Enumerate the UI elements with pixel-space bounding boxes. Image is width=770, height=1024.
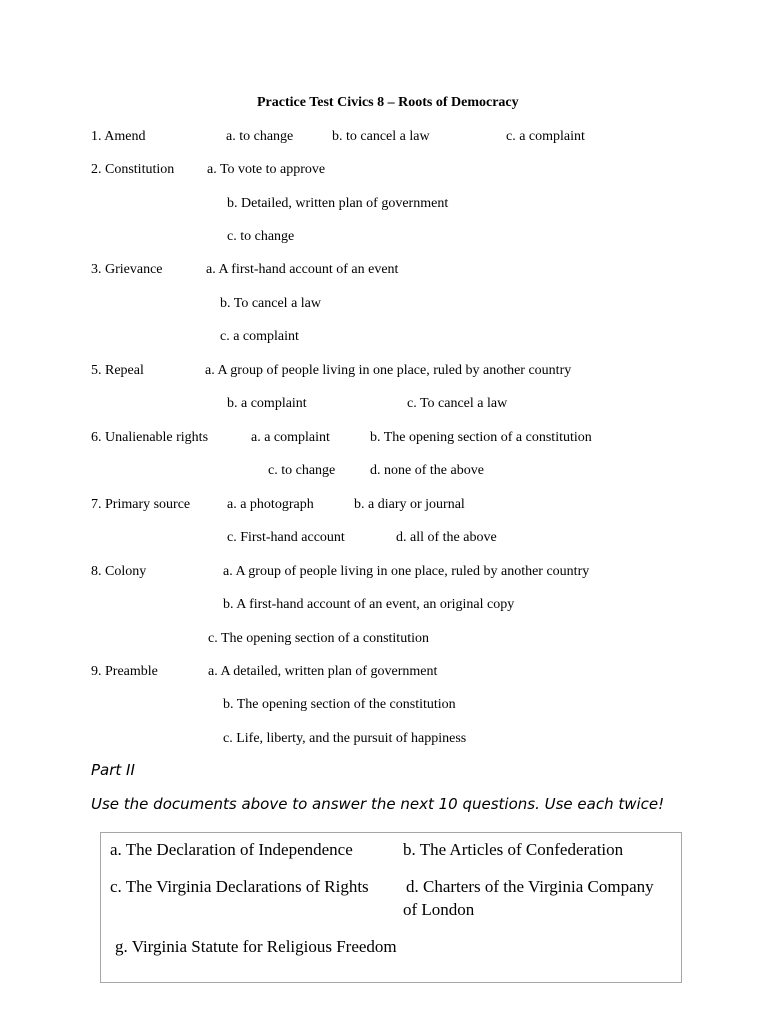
question-2-option-c: c. to change xyxy=(227,229,295,244)
question-2-option-b: b. Detailed, written plan of government xyxy=(227,196,449,211)
document-b: b. The Articles of Confederation xyxy=(403,840,624,859)
document-g: g. Virginia Statute for Religious Freedom xyxy=(115,937,397,956)
question-1-term: 1. Amend xyxy=(91,129,146,144)
document-d: d. Charters of the Virginia Company xyxy=(406,877,654,896)
question-3-option-b: b. To cancel a law xyxy=(220,296,321,311)
question-5-term: 5. Repeal xyxy=(91,363,144,378)
question-1-option-a: a. to change xyxy=(226,129,294,144)
question-6-option-a: a. a complaint xyxy=(251,430,330,445)
question-6-option-c: c. to change xyxy=(268,463,336,478)
question-2-term: 2. Constitution xyxy=(91,162,175,177)
question-9-term: 9. Preamble xyxy=(91,664,158,679)
question-8-option-b: b. A first-hand account of an event, an original copy xyxy=(223,597,515,612)
question-3-option-c: c. a complaint xyxy=(220,329,299,344)
question-1-option-b: b. to cancel a law xyxy=(332,129,430,144)
question-9-option-b: b. The opening section of the constitution xyxy=(223,697,456,712)
question-9-option-a: a. A detailed, written plan of government xyxy=(208,664,438,679)
question-6-term: 6. Unalienable rights xyxy=(91,430,209,445)
question-7-option-c: c. First-hand account xyxy=(227,530,345,545)
question-3-term: 3. Grievance xyxy=(91,262,163,277)
question-7-option-d: d. all of the above xyxy=(396,530,497,545)
part2-heading: Part II xyxy=(91,761,135,779)
document-d-continued: of London xyxy=(403,900,475,919)
part2-instructions: Use the documents above to answer the next 10 questions. Use each twice! xyxy=(91,795,665,813)
question-8-term: 8. Colony xyxy=(91,564,147,579)
question-7-term: 7. Primary source xyxy=(91,497,191,512)
question-7-option-b: b. a diary or journal xyxy=(354,497,465,512)
document-list-box xyxy=(100,832,682,983)
question-3-option-a: a. A first-hand account of an event xyxy=(206,262,399,277)
question-5-option-a: a. A group of people living in one place, ruled by another country xyxy=(205,363,572,378)
question-1-option-c: c. a complaint xyxy=(506,129,585,144)
page-title: Practice Test Civics 8 – Roots of Democracy xyxy=(257,95,519,110)
question-8-option-c: c. The opening section of a constitution xyxy=(208,631,429,646)
question-5-option-b: b. a complaint xyxy=(227,396,307,411)
question-2-option-a: a. To vote to approve xyxy=(207,162,326,177)
document-c: c. The Virginia Declarations of Rights xyxy=(110,877,369,896)
document-a: a. The Declaration of Independence xyxy=(110,840,353,859)
question-6-option-d: d. none of the above xyxy=(370,463,484,478)
question-8-option-a: a. A group of people living in one place, ruled by another country xyxy=(223,564,590,579)
question-6-option-b: b. The opening section of a constitution xyxy=(370,430,592,445)
question-7-option-a: a. a photograph xyxy=(227,497,314,512)
question-5-option-c: c. To cancel a law xyxy=(407,396,508,411)
question-9-option-c: c. Life, liberty, and the pursuit of happiness xyxy=(223,731,467,746)
